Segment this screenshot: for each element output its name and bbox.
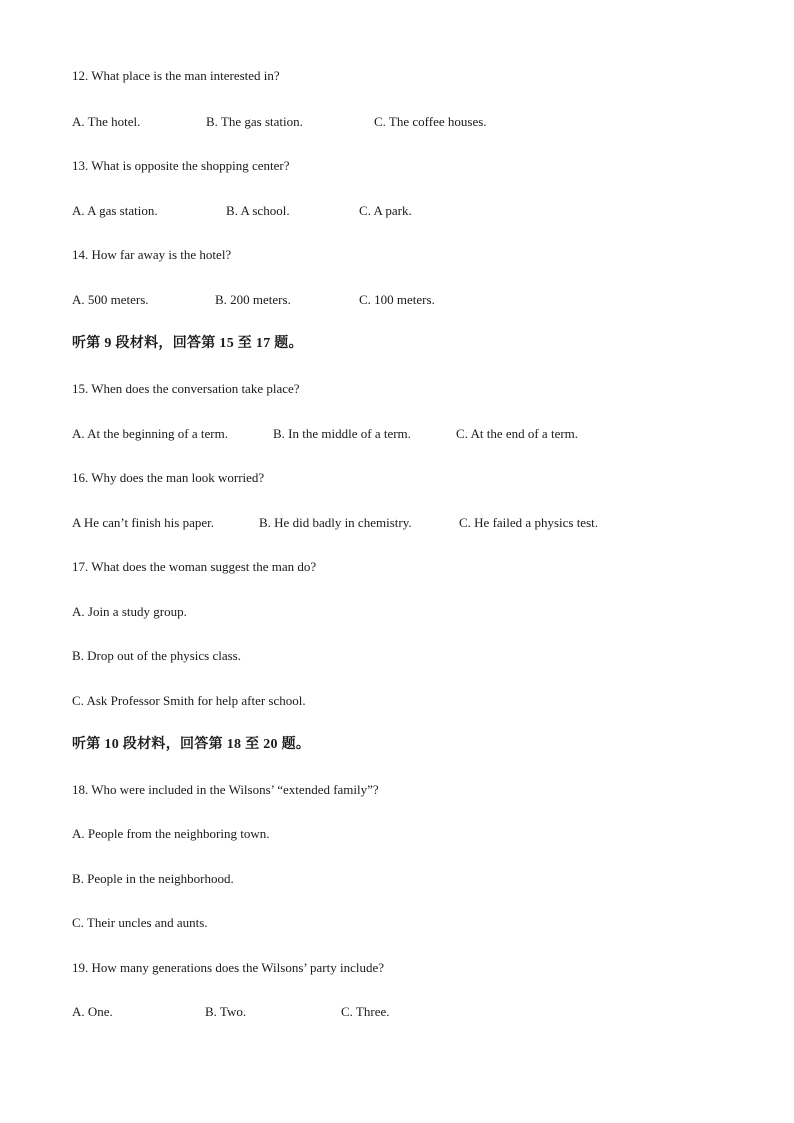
- q18-option-a: A. People from the neighboring town.: [72, 826, 270, 841]
- q14-option-a: A. 500 meters.: [72, 292, 149, 307]
- q16-option-a: A He can’t finish his paper.: [72, 515, 215, 530]
- q17-option-c: C. Ask Professor Smith for help after school.: [72, 693, 306, 708]
- question-18: 18. Who were included in the Wilsons’ “extended family”?: [72, 782, 379, 797]
- q14-option-c: C. 100 meters.: [359, 292, 435, 307]
- question-15: 15. When does the conversation take place?: [72, 381, 300, 396]
- q15-option-a: A. At the beginning of a term.: [72, 426, 228, 441]
- q19-option-a: A. One.: [72, 1004, 113, 1019]
- q18-option-b: B. People in the neighborhood.: [72, 871, 234, 886]
- question-16: 16. Why does the man look worried?: [72, 470, 265, 485]
- question-14: 14. How far away is the hotel?: [72, 247, 232, 262]
- q15-option-c: C. At the end of a term.: [456, 426, 579, 441]
- section-9-heading: 听第 9 段材料，回答第 15 至 17 题。: [72, 336, 303, 351]
- q13-option-b: B. A school.: [226, 203, 290, 218]
- q18-option-c: C. Their uncles and aunts.: [72, 915, 208, 930]
- q12-option-b: B. The gas station.: [206, 114, 303, 129]
- q17-option-b: B. Drop out of the physics class.: [72, 648, 241, 663]
- question-13: 13. What is opposite the shopping center?: [72, 158, 290, 173]
- section-10-heading: 听第 10 段材料，回答第 18 至 20 题。: [72, 737, 311, 752]
- q13-option-c: C. A park.: [359, 203, 412, 218]
- q12-option-c: C. The coffee houses.: [374, 114, 487, 129]
- question-17: 17. What does the woman suggest the man do?: [72, 559, 317, 574]
- q14-option-b: B. 200 meters.: [215, 292, 291, 307]
- q16-option-b: B. He did badly in chemistry.: [259, 515, 412, 530]
- q19-option-c: C. Three.: [341, 1004, 390, 1019]
- question-12: 12. What place is the man interested in?: [72, 68, 280, 83]
- q15-option-b: B. In the middle of a term.: [273, 426, 411, 441]
- q13-option-a: A. A gas station.: [72, 203, 158, 218]
- question-19: 19. How many generations does the Wilsons’ party include?: [72, 960, 385, 975]
- q17-option-a: A. Join a study group.: [72, 604, 187, 619]
- q19-option-b: B. Two.: [205, 1004, 247, 1019]
- q16-option-c: C. He failed a physics test.: [459, 515, 598, 530]
- q12-option-a: A. The hotel.: [72, 114, 141, 129]
